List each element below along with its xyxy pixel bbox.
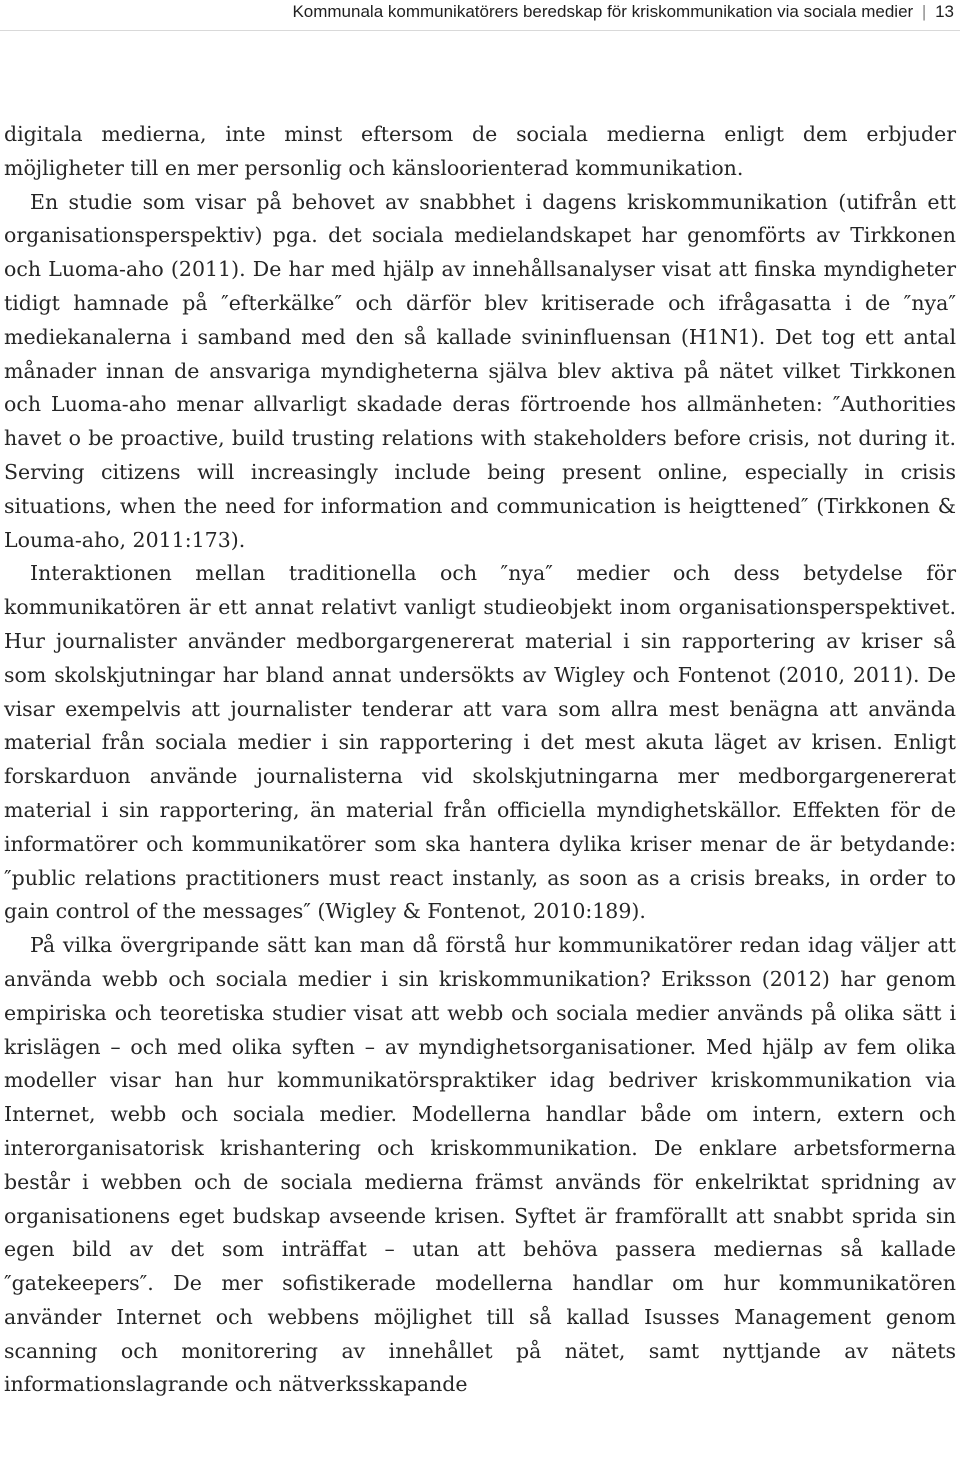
body-text [4, 118, 956, 1402]
running-header [292, 2, 954, 22]
running-header-separator: | [921, 2, 927, 21]
paragraph-3: Interaktionen mellan traditionella och ″nya″ medier och dess betydelse för kommunikatören är ett annat relativt vanligt studieobjekt inom organisationsperspektivet. Hur journalister använder medborgargenererat material i sin rapportering av kriser så som skolskjutningar har bland annat undersökts av Wigley och Fontenot (2010, 2011). De visar exempelvis att journalister tenderar att vara som allra mest benägna att använda material från sociala medier i sin rapportering i det mest akuta läget av krisen. Enligt forskarduon använde journalisterna vid skolskjutningarna mer medborgargenererat material i sin rapportering, än material från officiella myndighetskällor. Effekten för de informatörer och kommunikatörer som ska hantera dylika kriser menar de är betydande: ″public relations practitioners must react instanly, as soon as a crisis breaks, in order to gain control of the messages″ (Wigley & Fontenot, 2010:189). [4, 561, 956, 924]
paragraph-2: En studie som visar på behovet av snabbhet i dagens kriskommunikation (utifrån ett organisationsperspektiv) pga. det sociala medielandskapet har genomförts av Tirkkonen och Luoma-aho (2011). De har med hjälp av innehållsanalyser visat att finska myndigheter tidigt hamnade på ″efterkälke″ och därför blev kritiserade och ifrågasatta i de ″nya″ mediekanalerna i samband med den så kallade svininfluensan (H1N1). Det tog ett antal månader innan de ansvariga myndigheterna själva blev aktiva på nätet vilket Tirkkonen och Luoma-aho menar allvarligt skadade deras förtroende hos allmänheten: ″Authorities havet o be proactive, build trusting relations with stakeholders before crisis, not during it. Serving citizens will increasingly include being present online, especially in crisis situations, when the need for information and communication is heigttened″ (Tirkkonen & Louma-aho, 2011:173). [4, 189, 956, 552]
paragraph-1: digitala medierna, inte minst eftersom de sociala medierna enligt dem erbjuder möjligheter till en mer personlig och känsloorienterad kommunikation. [4, 122, 956, 180]
header-divider [0, 30, 960, 31]
paragraph-4: På vilka övergripande sätt kan man då förstå hur kommunikatörer redan idag väljer att använda webb och sociala medier i sin kriskommunikation? Eriksson (2012) har genom empiriska och teoretiska studier visat att webb och sociala medier används på olika sätt i krislägen – och med olika syften – av myndighetsorganisationer. Med hjälp av fem olika modeller visar han hur kommunikatörspraktiker idag bedriver kriskommunikation via Internet, webb och sociala medier. Modellerna handlar både om intern, extern och interorganisatorisk krishantering och kriskommunikation. De enklare arbetsformerna består i webben och de sociala medierna främst används för enkelriktat spridning av organisationens eget budskap avseende krisen. Syftet är framförallt att snabbt sprida sin egen bild av det som inträffat – utan att behöva passera mediernas så kallade ″gatekeepers″. De mer sofistikerade modellerna handlar om hur kommunikatören använder Internet och webbens möjlighet till så kallad Isusses Management genom scanning och monitorering av innehållet på nätet, samt nyttjande av nätets informationslagrande och nätverksskapande [4, 933, 956, 1397]
page-number: 13 [935, 2, 954, 21]
running-header-title: Kommunala kommunikatörers beredskap för kriskommunikation via sociala medier [292, 2, 914, 21]
